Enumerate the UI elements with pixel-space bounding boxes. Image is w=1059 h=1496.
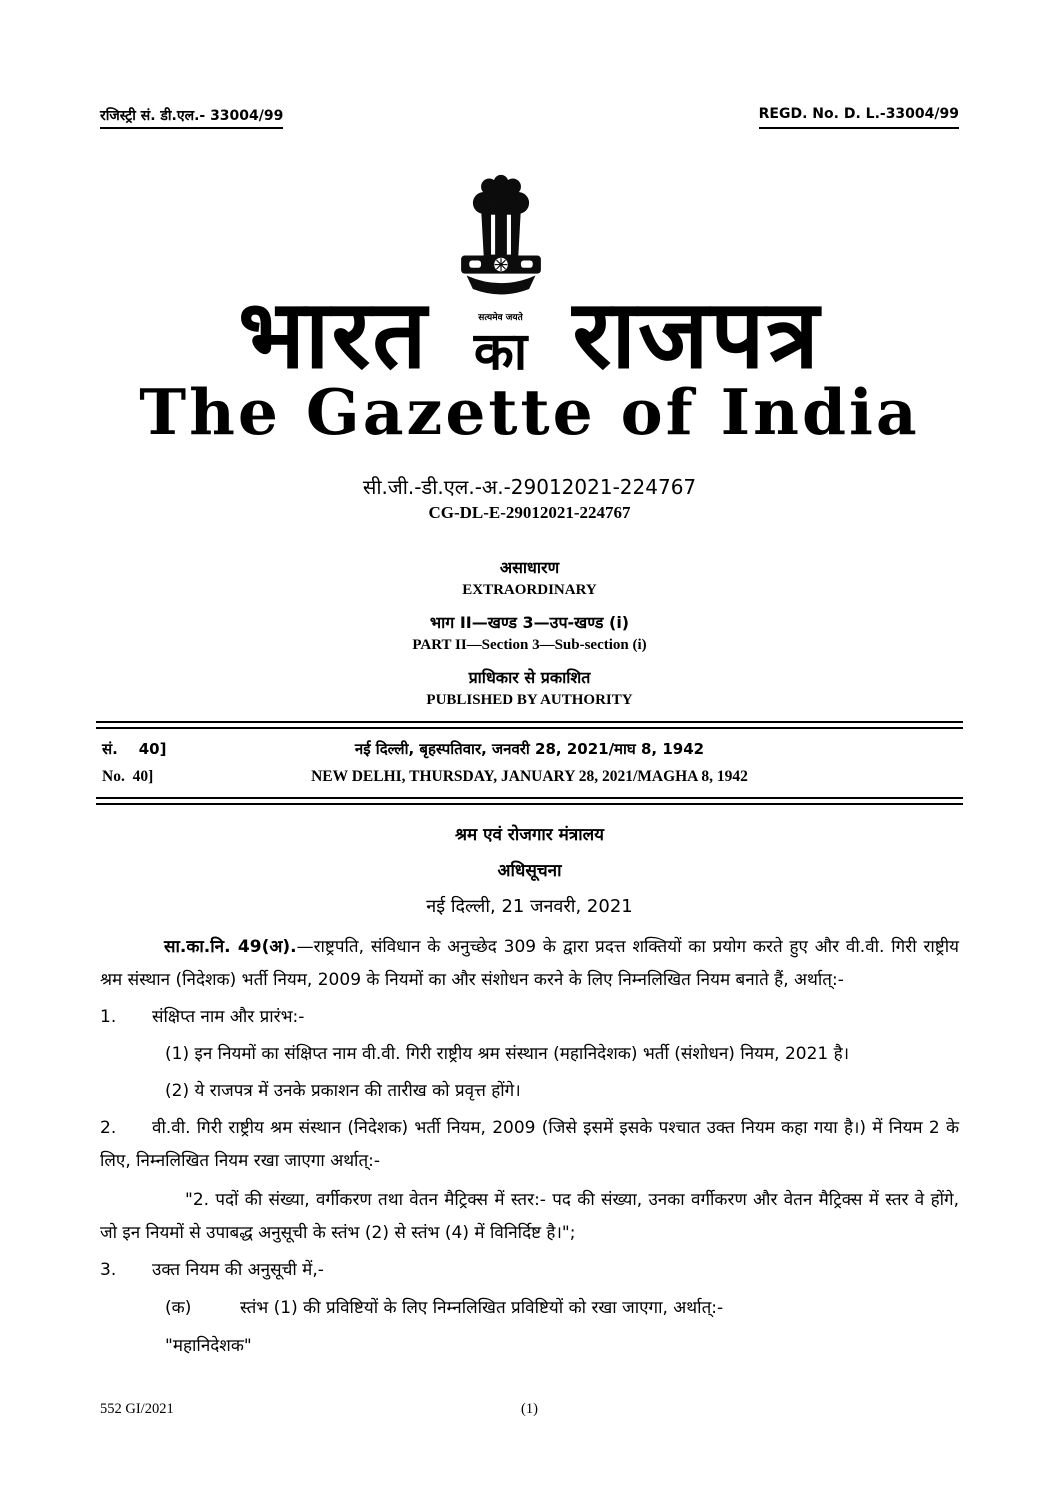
issue-heading bbox=[0, 557, 1059, 711]
registry-number-english: REGD. No. D. L.-33004/99 bbox=[759, 106, 959, 129]
rule-item-1 bbox=[100, 1001, 959, 1034]
part-section-english: PART II—Section 3—Sub-section (i) bbox=[412, 637, 647, 654]
authority-english: PUBLISHED BY AUTHORITY bbox=[426, 692, 633, 709]
emblem-column bbox=[445, 173, 557, 382]
rule-3-number: 3. bbox=[100, 1260, 117, 1281]
notification-heading: अधिसूचना bbox=[497, 861, 562, 882]
gsr-number: सा.का.नि. 49(अ). bbox=[164, 937, 297, 958]
extraordinary-pair bbox=[0, 557, 1059, 601]
clause-ka-text: स्तंभ (1) की प्रविष्टियों के लिए निम्नलिखित प्रविष्टियों को रखा जाएगा, अर्थात्:- bbox=[240, 1298, 724, 1319]
code-english: CG-DL-E-29012021-224767 bbox=[428, 503, 631, 523]
issue-date-english: NEW DELHI, THURSDAY, JANUARY 28, 2021/MAGHA 8, 1942 bbox=[311, 768, 748, 786]
rule-3-entry: "महानिदेशक" bbox=[165, 1336, 252, 1357]
gazette-english-title: The Gazette of India bbox=[139, 375, 920, 449]
issue-date-hindi: नई दिल्ली, बृहस्पतिवार, जनवरी 28, 2021/माघ 8, 1942 bbox=[354, 740, 705, 759]
authority-pair bbox=[0, 667, 1059, 711]
intro-text: —राष्ट्रपति, संविधान के अनुच्छेद 309 के द्वारा प्रदत्त शक्तियों का प्रयोग करते हुए और वी.वी. गिरी राष्ट्रीय श्रम संस्थान (निदेशक) भर्ती नियम, 2009 के नियमों का और संशोधन करने के लिए निम्नलिखित नियम बनाते हैं, अर्थात्:- bbox=[100, 937, 959, 991]
extraordinary-english: EXTRAORDINARY bbox=[462, 582, 597, 599]
intro-paragraph bbox=[100, 931, 959, 997]
rule-item-3 bbox=[100, 1254, 959, 1287]
issue-row-english bbox=[100, 763, 959, 790]
print-code: 552 GI/2021 bbox=[100, 1401, 174, 1417]
rule-2-text: वी.वी. गिरी राष्ट्रीय श्रम संस्थान (निदेशक) भर्ती नियम, 2009 (जिसे इसमें इसके पश्चात उक्त नियम कहा गया है।) में नियम 2 के लिए, निम्नलिखित नियम रखा जाएगा अर्थात्:- bbox=[100, 1118, 959, 1172]
rule-2-number: 2. bbox=[100, 1118, 117, 1139]
rule-3-clause-ka bbox=[100, 1292, 959, 1325]
rule-item-2 bbox=[100, 1112, 959, 1178]
notification-place-date: नई दिल्ली, 21 जनवरी, 2021 bbox=[426, 896, 633, 918]
motto-satyameva-jayate: सत्यमेव जयते bbox=[478, 313, 523, 323]
notification-body bbox=[100, 931, 959, 1363]
masthead-hindi-right: राजपत्र bbox=[572, 280, 821, 391]
issue-row-hindi bbox=[100, 736, 959, 763]
ministry-block bbox=[0, 822, 1059, 918]
document-codes bbox=[0, 473, 1059, 523]
rule-1-subitem-2: (2) ये राजपत्र में उनके प्रकाशन की तारीख को प्रवृत्त होंगे। bbox=[165, 1081, 521, 1102]
page-number: (1) bbox=[521, 1401, 538, 1417]
issue-number-date bbox=[100, 736, 959, 790]
masthead-hindi-left: भारत bbox=[238, 280, 429, 391]
masthead-hindi-center: का bbox=[473, 322, 528, 382]
rule-1-text: संक्षिप्त नाम और प्रारंभ:- bbox=[152, 1007, 305, 1028]
registry-number-hindi: रजिस्ट्री सं. डी.एल.- 33004/99 bbox=[100, 106, 283, 129]
extraordinary-hindi: असाधारण bbox=[499, 558, 560, 578]
masthead bbox=[0, 173, 1059, 391]
code-hindi: सी.जी.-डी.एल.-अ.-29012021-224767 bbox=[362, 475, 697, 500]
authority-hindi: प्राधिकार से प्रकाशित bbox=[468, 668, 591, 688]
clause-ka-label: (क) bbox=[165, 1298, 192, 1319]
rule-2-quoted-text: "2. पदों की संख्या, वर्गीकरण तथा वेतन मैट्रिक्स में स्तर:- पद की संख्या, उनका वर्गीकरण और वेतन मैट्रिक्स में स्तर वे होंगे, जो इन नियमों से उपाबद्ध अनुसूची के स्तंभ (2) से स्तंभ (4) में विनिर्दिष्ट है।"; bbox=[100, 1190, 959, 1244]
double-rule-bottom bbox=[96, 797, 963, 805]
part-section-pair bbox=[0, 612, 1059, 656]
national-emblem-icon bbox=[445, 173, 557, 309]
ministry-name: श्रम एवं रोजगार मंत्रालय bbox=[454, 825, 605, 846]
rule-1-subitem-1: (1) इन नियमों का संक्षिप्त नाम वी.वी. गिरी राष्ट्रीय श्रम संस्थान (महानिदेशक) भर्ती (संशोधन) नियम, 2021 है। bbox=[165, 1044, 850, 1065]
rule-3-text: उक्त नियम की अनुसूची में,- bbox=[152, 1260, 324, 1281]
double-rule-top bbox=[96, 721, 963, 729]
part-section-hindi: भाग II—खण्ड 3—उप-खण्ड (i) bbox=[429, 613, 630, 633]
registration-row bbox=[0, 0, 1059, 129]
issue-number-hindi: सं. 40] bbox=[102, 740, 167, 759]
issue-number-english: No. 40] bbox=[102, 768, 154, 786]
rule-1-number: 1. bbox=[100, 1007, 117, 1028]
